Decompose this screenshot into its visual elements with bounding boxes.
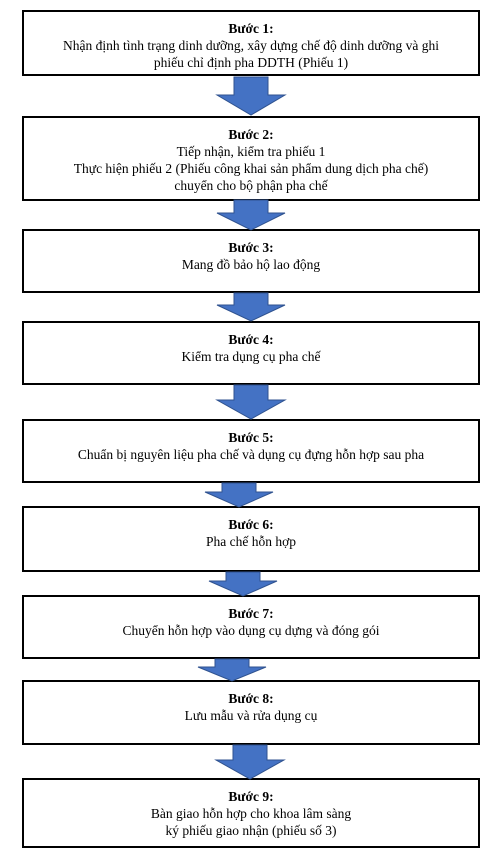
step-9-line-1: Bàn giao hỗn hợp cho khoa lâm sàng [150,806,352,821]
down-arrow-icon [215,199,287,231]
step-8-box [22,680,480,745]
down-arrow-icon [215,292,287,322]
step-7-box [22,595,480,659]
step-3-title: Bước 3: [228,240,274,255]
down-arrow-icon [215,384,287,420]
step-1-line-1: Nhận định tình trạng dinh dưỡng, xây dựng chế độ dinh dưỡng và ghi [63,38,439,53]
step-6-box [22,506,480,572]
down-arrow-icon [207,571,279,597]
step-2-line-2: Thực hiện phiếu 2 (Phiếu công khai sản phẩm dung dịch pha chế) [73,161,429,176]
step-1-box [22,10,480,76]
step-9-box [22,778,480,848]
step-1-line-2: phiếu chỉ định pha DDTH (Phiếu 1) [153,55,349,70]
step-5-title: Bước 5: [228,430,274,445]
step-9-title: Bước 9: [228,789,274,804]
step-4-line-1: Kiểm tra dụng cụ pha chế [181,349,321,364]
step-8-line-1: Lưu mẫu và rửa dụng cụ [184,708,318,723]
step-7-title: Bước 7: [228,606,274,621]
step-7-line-1: Chuyển hỗn hợp vào dụng cụ dựng và đóng gói [122,623,380,638]
step-9-line-2: ký phiếu giao nhận (phiếu số 3) [165,823,337,838]
step-2-title: Bước 2: [228,127,274,142]
step-3-line-1: Mang đồ bảo hộ lao động [181,257,321,272]
step-4-box [22,321,480,385]
step-1-title: Bước 1: [228,21,274,36]
step-5-line-1: Chuẩn bị nguyên liệu pha chế và dụng cụ đựng hỗn hợp sau pha [77,447,425,462]
step-2-line-1: Tiếp nhận, kiểm tra phiếu 1 [176,144,326,159]
step-6-title: Bước 6: [228,517,274,532]
down-arrow-icon [214,744,286,780]
step-8-title: Bước 8: [228,691,274,706]
step-3-box [22,229,480,293]
down-arrow-icon [215,76,287,116]
down-arrow-icon [203,482,275,508]
step-6-line-1: Pha chế hỗn hợp [206,534,296,549]
down-arrow-icon [196,658,268,682]
step-5-box [22,419,480,483]
step-2-box [22,116,480,201]
step-4-title: Bước 4: [228,332,274,347]
step-2-line-3: chuyển cho bộ phận pha chế [174,178,328,193]
